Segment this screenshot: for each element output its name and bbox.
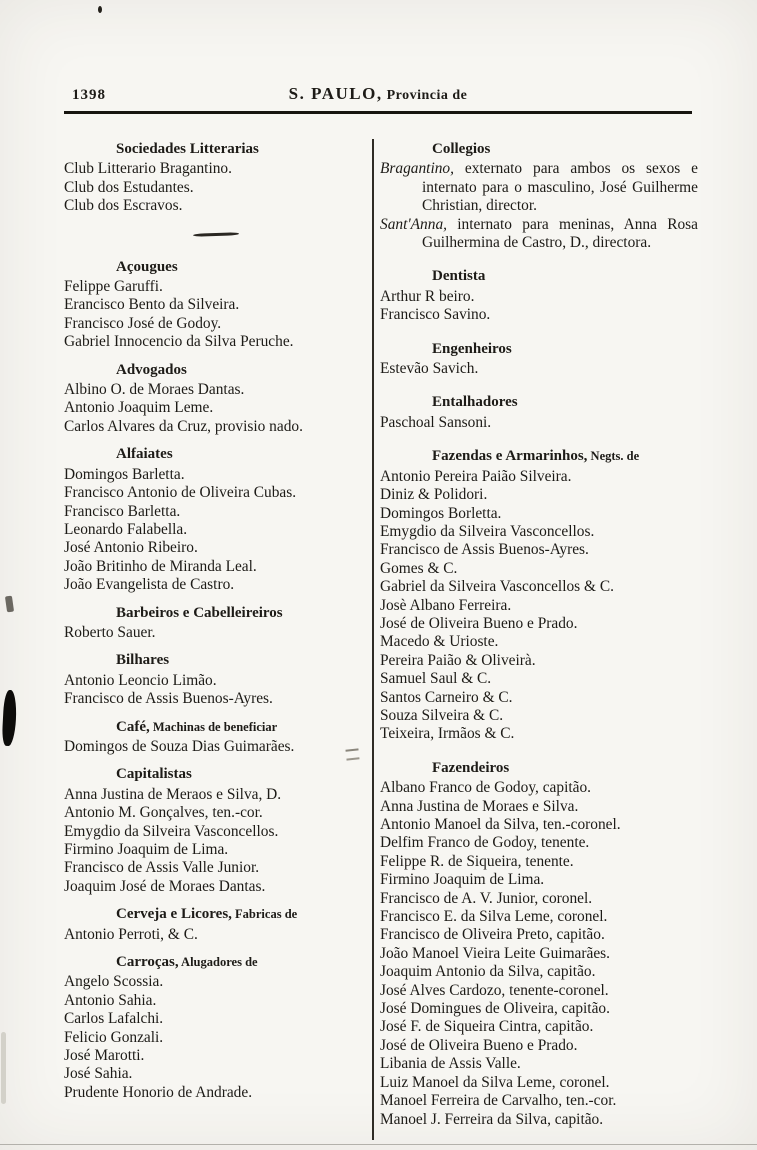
directory-entry: Macedo & Urioste. xyxy=(380,633,499,651)
directory-entry: José Antonio Ribeiro. xyxy=(64,539,198,557)
directory-entry: Francisco de Oliveira Preto, capitão. xyxy=(380,926,605,944)
directory-section xyxy=(64,765,367,896)
section-heading xyxy=(64,765,367,783)
directory-section xyxy=(64,361,367,437)
directory-section xyxy=(64,445,367,594)
section-heading-main: Collegios xyxy=(432,141,491,157)
directory-entry: Manoel Ferreira de Carvalho, ten.-cor. xyxy=(380,1092,617,1110)
section-heading-suffix: Alugadores de xyxy=(178,955,258,970)
section-heading-main: Fazendas e Armarinhos, xyxy=(432,448,588,465)
page-header xyxy=(64,84,692,110)
directory-section xyxy=(64,953,367,1102)
directory-entry: Domingos Borletta. xyxy=(380,504,502,522)
directory-entry: Carlos Lafalchi. xyxy=(64,1010,164,1028)
directory-entry: Pereira Paião & Oliveirà. xyxy=(380,651,536,669)
pencil-mark-artifact xyxy=(1,1032,6,1104)
directory-entry: Emygdio da Silveira Vasconcellos. xyxy=(64,822,279,840)
section-heading-main: Açougues xyxy=(116,258,178,275)
section-heading-main: Advogados xyxy=(116,361,187,378)
directory-entry: Estevão Savich. xyxy=(380,360,479,378)
scan-dot-artifact xyxy=(98,6,102,13)
directory-entry: Libania de Assis Valle. xyxy=(380,1055,521,1073)
directory-section xyxy=(380,140,698,252)
directory-entry: Diniz & Polidori. xyxy=(380,486,488,504)
directory-entry: José de Oliveira Bueno e Prado. xyxy=(380,614,578,632)
directory-entry: Leonardo Falabella. xyxy=(64,520,188,538)
running-title-rest: Provincia de xyxy=(382,88,468,103)
directory-section xyxy=(64,140,367,216)
directory-entry: Luiz Manoel da Silva Leme, coronel. xyxy=(380,1073,610,1091)
directory-entry: Francisco de Assis Valle Junior. xyxy=(64,859,260,877)
directory-entry: Roberto Sauer. xyxy=(64,623,156,641)
directory-entry: Santos Carneiro & C. xyxy=(380,688,513,706)
directory-entry: José Alves Cardozo, tenente-coronel. xyxy=(380,981,609,999)
section-heading xyxy=(64,953,367,971)
directory-entry: Erancisco Bento da Silveira. xyxy=(64,296,240,314)
section-heading-main: Barbeiros e Cabelleireiros xyxy=(116,604,283,621)
directory-section xyxy=(380,393,698,432)
directory-entry: Francisco Savino. xyxy=(380,306,491,324)
directory-entry: Francisco de Assis Buenos-Ayres. xyxy=(64,690,273,708)
directory-entry: Emygdio da Silveira Vasconcellos. xyxy=(380,522,595,540)
directory-entry: Francisco de Assis Buenos-Ayres. xyxy=(380,541,589,559)
scan-edge-line xyxy=(0,1144,757,1145)
directory-entry: Club dos Escravos. xyxy=(64,197,183,215)
section-heading xyxy=(380,267,698,285)
directory-entry: José Sahia. xyxy=(64,1065,133,1083)
directory-entry: Antonio M. Gonçalves, ten.-cor. xyxy=(64,804,263,822)
directory-entry: Anna Justina de Moraes e Silva. xyxy=(380,797,579,815)
directory-entry: José de Oliveira Bueno e Prado. xyxy=(380,1036,578,1054)
directory-entry: Manoel J. Ferreira da Silva, capitão. xyxy=(380,1110,604,1128)
directory-entry: Carlos Alvares da Cruz, provisio nado. xyxy=(64,417,303,435)
section-heading-suffix: Machinas de beneficiar xyxy=(149,719,278,734)
directory-entry: Francisco de A. V. Junior, coronel. xyxy=(380,889,593,907)
section-heading-main: Engenheiros xyxy=(432,340,512,357)
section-heading-main: Sociedades Litterarias xyxy=(116,141,259,157)
section-heading-main: Alfaiates xyxy=(116,446,173,463)
directory-section xyxy=(64,718,367,757)
directory-entry: Sant'Anna, internato para meninas, Anna Rosa Guilhermina de Castro, D., directora. xyxy=(380,215,698,252)
section-heading-main: Cerveja e Licores, xyxy=(116,906,232,923)
running-title-bold: S. PAULO, xyxy=(288,84,383,103)
directory-entry: João Britinho de Miranda Leal. xyxy=(64,557,257,575)
directory-entry: José Marotti. xyxy=(64,1047,145,1065)
directory-entry: Josè Albano Ferreira. xyxy=(380,596,512,614)
section-heading xyxy=(380,447,698,465)
section-divider xyxy=(192,232,238,237)
section-heading xyxy=(64,361,367,379)
directory-entry: Francisco Antonio de Oliveira Cubas. xyxy=(64,484,297,502)
directory-entry: Antonio Joaquim Leme. xyxy=(64,399,214,417)
section-heading-main: Entalhadores xyxy=(432,394,518,411)
directory-entry: Firmino Joaquim de Lima. xyxy=(64,841,229,858)
directory-entry: Angelo Scossia. xyxy=(64,973,164,991)
directory-entry: Joaquim José de Moraes Dantas. xyxy=(64,877,266,895)
section-heading-main: Capitalistas xyxy=(116,766,192,783)
directory-entry: Albino O. de Moraes Dantas. xyxy=(64,381,245,399)
directory-section xyxy=(64,905,367,944)
directory-entry: Francisco José de Godoy. xyxy=(64,314,222,332)
directory-entry: Felicio Gonzali. xyxy=(64,1028,164,1046)
directory-entry: Francisco Barletta. xyxy=(64,502,181,520)
directory-entry: José Domingues de Oliveira, capitão. xyxy=(380,1000,610,1018)
directory-entry: Antonio Perroti, & C. xyxy=(64,925,198,943)
directory-entry: Domingos de Souza Dias Guimarães. xyxy=(64,737,295,755)
section-heading xyxy=(380,393,698,411)
directory-entry: Felippe Garuffi. xyxy=(64,278,163,296)
directory-section xyxy=(64,604,367,643)
directory-entry: Francisco E. da Silva Leme, coronel. xyxy=(380,908,608,926)
directory-entry: Teixeira, Irmãos & C. xyxy=(380,725,515,743)
directory-entry: Arthur R beiro. xyxy=(380,287,475,305)
directory-entry: Antonio Pereira Paião Silveira. xyxy=(380,467,572,485)
section-heading xyxy=(64,140,367,158)
section-heading-suffix: Negts. de xyxy=(587,449,640,464)
directory-entry: Gabriel da Silveira Vasconcellos & C. xyxy=(380,578,614,596)
section-heading xyxy=(380,340,698,358)
directory-entry: Gabriel Innocencio da Silva Peruche. xyxy=(64,333,294,351)
directory-section xyxy=(380,340,698,379)
directory-entry: Anna Justina de Meraos e Silva, D. xyxy=(64,785,282,803)
directory-entry: Gomes & C. xyxy=(380,559,458,577)
directory-entry: Joaquim Antonio da Silva, capitão. xyxy=(380,963,596,981)
section-heading xyxy=(380,140,698,158)
section-heading-main: Bilhares xyxy=(116,652,170,669)
directory-entry: José F. de Siqueira Cintra, capitão. xyxy=(380,1018,594,1036)
section-heading xyxy=(380,759,698,777)
directory-entry: Antonio Leoncio Limão. xyxy=(64,671,217,689)
section-heading xyxy=(64,905,367,923)
left-column xyxy=(64,138,367,1142)
section-heading-suffix: Fabricas de xyxy=(231,907,298,922)
entry-italic-lead: Sant'Anna, xyxy=(380,215,447,233)
entry-italic-lead: Bragantino, xyxy=(380,160,454,178)
directory-entry: Prudente Honorio de Andrade. xyxy=(64,1083,253,1101)
directory-section xyxy=(380,447,698,744)
directory-entry: Club Litterario Bragantino. xyxy=(64,160,232,178)
section-heading-main: Dentista xyxy=(432,268,486,285)
section-heading xyxy=(64,604,367,622)
directory-section xyxy=(64,258,367,352)
right-column xyxy=(380,138,698,1142)
directory-entry: Antonio Sahia. xyxy=(64,991,157,1009)
directory-section xyxy=(380,267,698,324)
directory-entry: João Manoel Vieira Leite Guimarães. xyxy=(380,944,610,962)
running-title xyxy=(64,84,692,104)
page-number: 1398 xyxy=(72,87,106,103)
directory-entry: Domingos Barletta. xyxy=(64,465,185,483)
directory-entry: Felippe R. de Siqueira, tenente. xyxy=(380,852,574,870)
section-heading-main: Café, xyxy=(116,718,150,735)
header-rule xyxy=(64,111,692,114)
directory-entry: Antonio Manoel da Silva, ten.-coronel. xyxy=(380,816,621,833)
directory-entry: Club dos Estudantes. xyxy=(64,178,194,196)
ink-blot-artifact xyxy=(2,690,18,747)
directory-section xyxy=(64,651,367,708)
section-heading xyxy=(64,718,367,736)
directory-entry: Bragantino, externato para ambos os sexos e internato para o masculino, José Guilherme Christian, director. xyxy=(380,160,698,215)
section-heading-main: Fazendeiros xyxy=(432,759,510,776)
directory-entry: Souza Silveira & C. xyxy=(380,706,504,724)
section-heading xyxy=(64,445,367,463)
directory-entry: Albano Franco de Godoy, capitão. xyxy=(380,779,591,797)
scan-mark-artifact xyxy=(5,596,14,613)
column-divider xyxy=(372,139,374,1140)
directory-section xyxy=(380,759,698,1129)
directory-entry: Delfim Franco de Godoy, tenente. xyxy=(380,834,590,852)
directory-entry: Paschoal Sansoni. xyxy=(380,413,492,431)
section-heading-main: Carroças, xyxy=(116,954,179,971)
section-heading xyxy=(64,651,367,669)
directory-entry: Samuel Saul & C. xyxy=(380,670,492,688)
directory-entry: João Evangelista de Castro. xyxy=(64,576,235,594)
section-heading xyxy=(64,258,367,276)
directory-entry: Firmino Joaquim de Lima. xyxy=(380,871,545,889)
